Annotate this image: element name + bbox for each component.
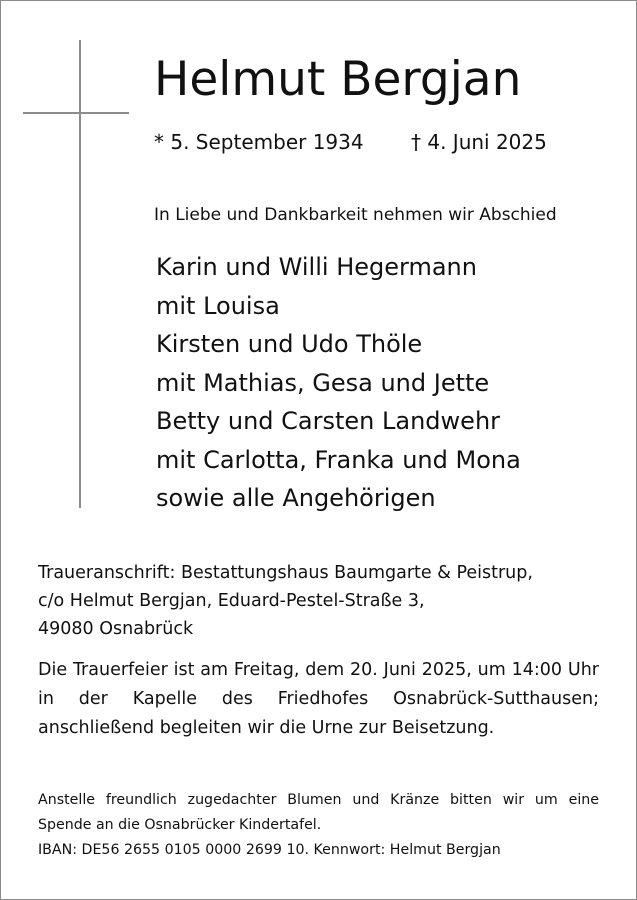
ceremony-info: Die Trauerfeier ist am Freitag, dem 20. Juni 2025, um 14:00 Uhr in der Kapelle des Friedhofes Osnabrück-Sutthausen; anschließend begleiten wir die Urne zur Beisetzung. [38,660,599,738]
mourner-line: mit Carlotta, Franka und Mona [156,445,521,474]
mourner-line: mit Louisa [156,291,280,320]
mourner-line: sowie alle Angehörigen [156,484,436,512]
mourner-line: mit Mathias, Gesa und Jette [156,368,490,397]
iban-line: IBAN: DE56 2655 0105 0000 2699 10. Kennwort: Helmut Bergjan [38,842,501,858]
mourner-line: Karin und Willi Hegermann [156,253,477,281]
farewell-line: In Liebe und Dankbarkeit nehmen wir Abschied [154,205,557,225]
death-date: † 4. Juni 2025 [411,130,547,154]
cross-vertical-bar [79,40,81,508]
mourner-line: Kirsten und Udo Thöle [156,330,423,358]
donation-text: Anstelle freundlich zugedachter Blumen und Kränze bitten wir um eine Spende an die Osnabrücker Kindertafel. [38,792,599,833]
donation-notice [38,788,599,863]
mourners-list [156,248,521,518]
birth-date: * 5. September 1934 [154,130,364,154]
mourning-address [38,559,599,643]
address-line: c/o Helmut Bergjan, Eduard-Pestel-Straße 3, [38,591,425,611]
deceased-name: Helmut Bergjan [154,52,522,107]
cross-horizontal-bar [23,112,129,114]
address-line: 49080 Osnabrück [38,619,194,639]
address-line: Traueranschrift: Bestattungshaus Baumgarte & Peistrup, [38,563,533,583]
mourner-line: Betty und Carsten Landwehr [156,407,501,435]
